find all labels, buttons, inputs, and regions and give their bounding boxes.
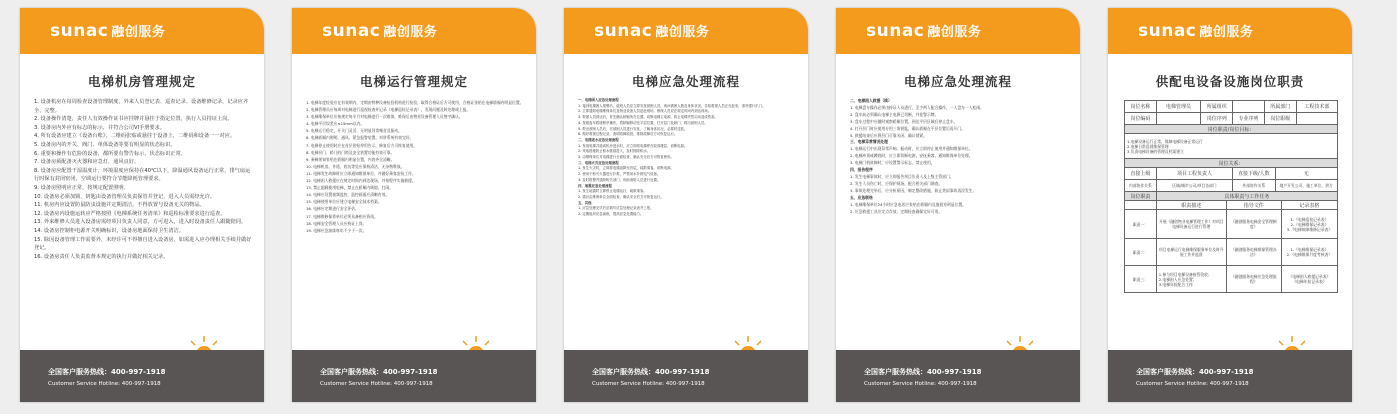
board-header (1108, 8, 1352, 54)
rule-line: 7. 电梯停止使用时应在首层张贴停用告示，修复后方可恢复使用。 (306, 142, 418, 148)
rule-line: 2. 震后由维保单位全面检查，确认安全后方可恢复运行。 (578, 194, 664, 199)
board-footer (564, 350, 808, 402)
table-cell: 岗位编码 (1125, 113, 1157, 124)
rule-line: 2. 电梯冲顶或蹲底时，应立即切断电源，安抚乘客，通知维保单位处理。 (850, 153, 973, 159)
board-header (292, 8, 536, 54)
section-heading: 岗位关系： (1218, 160, 1244, 167)
table-header: 岗位职责 (1125, 192, 1157, 200)
hotline-cn: 全国客户服务热线：400-997-1918 (592, 368, 710, 376)
rule-line: 2. 电梯管理员应每周对电梯进行巡视检查并记录《电梯巡检记录表》，发现问题及时处理或上报。 (306, 107, 471, 113)
table-header: 记录表格 (1299, 202, 1320, 209)
rule-line: 6. 重要和操作有危险的设备，都所要有警告标示、状态标识正常。 (34, 150, 186, 157)
rule-line: 3. 设备房内外应有标志的标示，并符合公司VI手册要求。 (34, 124, 165, 131)
rule-line: 14. 设备房控制柜电源开关明确标识，设备房地面保持卫生清洁。 (34, 227, 184, 234)
rule-line: 1. 设备机房在每周检查设备管理制度，外来人员登记表、巡查记录、设备维修记录，记录应齐全、完整。 (34, 99, 249, 114)
table-header: 具体职责与工作任务 (1224, 193, 1270, 200)
rule-line: 16. 电梯应定期进行安全评估。 (306, 206, 359, 212)
section-heading: 四、报告程序 (850, 167, 873, 173)
hotline-cn: 全国客户服务热线：400-997-1918 (864, 368, 982, 376)
rule-line: 2. 定期组织应急演练，提高应急处置能力。 (578, 212, 644, 217)
rule-line: 12. 电梯困人救援应在规定时间内到达现场，并按程序实施救援。 (306, 178, 416, 184)
rule-line: 8. 设备房应配置干湿温度计，环境温度应保持在40℃以下，降温通风设备运行正常，排气扇运行时保有封闭密闭，空调运行要符合节能降耗管理要求。 (34, 167, 251, 183)
table-cell: 岗位序列 (1201, 113, 1233, 124)
rule-line: 1. 电梯盘车操作必须由持证人员进行，至少两人配合操作，一人盘车一人松闸。 (850, 104, 984, 110)
rule-line: 1. 电梯年度检验应在有效期内，定期由特种设备检验机构进行检验，取得合格证后方可使用，合格证张贴在电梯轿厢内明显位置。 (306, 100, 524, 105)
duty-desc: 1.参与项目电梯设备接管验收； 2.电梯困人应急处置； 3.电梯年检配合工作 (1157, 266, 1227, 292)
duty-record: 1.《电梯维保记录表》 2.《电梯维保月度考核表》 (1286, 247, 1333, 257)
brand-logo: sunac 融创服务 (322, 21, 438, 41)
table-cell: 所属部门 (1265, 101, 1297, 112)
duty-record: 1.《电梯巡检记录表》 2.《电梯维保记录表》 3.《电梯故障维修记录表》 (1286, 216, 1333, 232)
rule-line: 18. 电梯安全管理人员应持证上岗。 (306, 220, 367, 226)
rule-line: 5. 救援结束后应将层门可靠关闭，确认锁紧。 (850, 132, 927, 138)
rule-line: 1. 接到电梯困人报警后，值班人员应立即安抚被困人员，询问被困人数及身体状况，告知救援人员正在赶来，请勿强行扒门。 (578, 103, 766, 108)
table-cell (1157, 113, 1202, 124)
rule-line: 1. 电梯维保单位24小时应急电话应张贴在轿厢内及值班室明显位置。 (850, 201, 966, 207)
rule-line: 3. 盘车过程中应随时观察轿厢位置，到达平层区域后停止盘车。 (850, 118, 958, 124)
rule-line: 5. 电梯运行稳定，开关门灵活，无明显异常噪音及振动。 (306, 128, 402, 134)
rule-line: 13. 禁止超载使用电梯，禁止在轿厢内吸烟、打闹。 (306, 185, 393, 191)
board-body (850, 98, 1068, 215)
duties-table (1124, 100, 1338, 293)
board-footer (292, 350, 536, 402)
table-row (1125, 113, 1337, 125)
rule-line: 2. 使用干粉灭火器进行扑救，严禁用水扑救电气设备。 (578, 172, 661, 177)
board-title: 电梯应急处理流程 (631, 74, 740, 89)
hotline-cn: 全国客户服务热线：400-997-1918 (320, 368, 438, 376)
brand-logo: sunac 融创服务 (1138, 21, 1254, 41)
rule-line: 6. 电梯轿厢内照明、通风、紧急报警装置、对讲系统有效完好。 (306, 135, 414, 141)
duty-record: 《电梯困人救援记录表》 《电梯年检记录表》 (1288, 274, 1331, 284)
rule-line: 1. 发生电梯事故时，应立即报告项目负责人及上级主管部门。 (850, 173, 954, 179)
rule-line: 2. 设备操作清楚，责任人有效操作证书应挂牌并悬挂于指定位置，执行人员持证上岗。 (34, 116, 233, 123)
table-row (1125, 168, 1337, 180)
rule-line: 5. 设备房内的开关、阀门、单体设备等要有明显的状态标识。 (34, 141, 176, 148)
table-row (1125, 239, 1337, 266)
rule-line: 4. 所有设备应建立《设备台账》，二维码张贴或悬挂于设备上，二维码和设备一一对应。 (34, 133, 236, 140)
table-header: 职责描述 (1157, 201, 1227, 209)
rule-line: 3. 事故处理完毕后，应分析原因，制定整改措施，防止类似事故再次发生。 (850, 187, 977, 193)
section-heading: 三、电梯火灾应急处理流程 (578, 160, 619, 165)
table-cell: 地产开发公司、施工单位、供方 (1279, 183, 1333, 188)
table-header: 指导文件 (1227, 201, 1282, 209)
rule-line: 12. 设备房内设施运转应严格按照《电梯系统任务清单》和巡检标准要求进行巡查。 (34, 210, 226, 217)
table-cell: 项目工程负责人 (1157, 168, 1233, 179)
rule-line: 5. 救出被困人员后，对被困人员进行安抚，了解身体状况，必要时送医。 (578, 126, 688, 131)
section-heading: 二、电梯进水应急处理流程 (578, 137, 619, 142)
board-body (578, 98, 796, 218)
table-cell: 专业序列 (1233, 113, 1265, 124)
rule-line: 9. 设备房照明应正常，按规定配置照明。 (34, 184, 129, 191)
table-row (1125, 266, 1337, 292)
table-row (1125, 125, 1337, 134)
purpose-text: 1.电梯设备运行正常，保障电梯设备正常运行 2.电梯日常巡视维保管理 3.负责电梯设备的管理及档案建立 (1127, 138, 1203, 154)
table-cell: 区域/城市公司/项目各部门 (1157, 180, 1233, 191)
rule-line: 4. 打开层门时应使用专用三角钥匙，确认轿厢在平层位置后再开门。 (850, 125, 965, 131)
board-footer (20, 350, 264, 402)
board-emergency-flow-1 (564, 8, 808, 402)
rule-line: 1. 应急处理完毕后应填写应急处理记录表并上报。 (578, 206, 654, 211)
hotline-cn: 全国客户服务热线：400-997-1918 (1136, 368, 1254, 376)
rule-line: 3. 及时报警并通知相关部门，协助消防人员进行处置。 (578, 177, 661, 182)
duty-guide: 《融创服务电梯应急处理流程》 (1227, 266, 1282, 292)
board-job-duties (1108, 8, 1352, 402)
rule-line: 1. 发生地震时立即停止电梯运行，疏散乘客。 (578, 189, 647, 194)
table-cell: 岗位职级 (1265, 113, 1297, 124)
table-cell: 直接上级 (1125, 168, 1157, 179)
rule-line: 2. 盘车前必须确认电梯主电源已切断，并挂警示牌。 (850, 111, 939, 117)
rule-line: 2. 应急救援工具应定点存放，定期检查确保完好可用。 (850, 208, 943, 214)
rule-line: 3. 由维保单位对电梯进行全面检查，确认安全后方可恢复使用。 (578, 155, 674, 160)
rule-line: 15. 电梯使用单位应建立电梯安全技术档案。 (306, 199, 382, 205)
duty-label: 职责一： (1125, 210, 1157, 238)
table-cell: 所属组织 (1201, 101, 1233, 112)
board-header (20, 8, 264, 54)
section-heading: 五、应急联络 (850, 194, 873, 200)
rule-line: 2. 立即通知电梯维保单位及物业设备人员赶赴现场，维保人员应在规定时间内到达现场。 (578, 109, 712, 114)
rule-line: 17. 电梯维修保养单位必须具备相应资质。 (306, 213, 378, 219)
board-header (564, 8, 808, 54)
rule-line: 10. 设备房必须加锁，钥匙由设备管理员负责保管并登记，进入人员需经允许。 (34, 193, 216, 200)
duty-guide: 《融创服务电梯安全管理制度》 (1227, 210, 1282, 238)
section-heading: 岗位职责/岗位目标： (1207, 126, 1255, 133)
board-title: 电梯运行管理规定 (359, 74, 468, 89)
board-title: 电梯应急处理流程 (903, 74, 1012, 89)
section-heading: 一、电梯困人应急处理流程 (578, 98, 619, 102)
table-cell: 工程技术部 (1304, 104, 1330, 110)
table-cell (1125, 201, 1157, 209)
table-row (1125, 101, 1337, 113)
brand-logo: sunac 融创服务 (866, 21, 982, 41)
board-footer (1108, 350, 1352, 402)
section-heading: 三、电梯异常情况处理 (850, 139, 888, 145)
table-cell: 电梯管理员 (1157, 101, 1202, 112)
table-cell: 直接下级/人数 (1233, 168, 1275, 179)
rule-line: 7. 设备房须配备灭火器和应急灯，通风良好。 (34, 159, 140, 166)
rule-line: 1. 发生火灾时，立即将电梯迫降至首层，疏散乘客，切断电源。 (578, 166, 674, 171)
section-heading: 五、其他 (578, 200, 592, 205)
hotline-en: Customer Service Hotline: 400-997-1918 (320, 381, 433, 387)
rule-line: 11. 机房内应设置防鼠防虫设施并定期清洁，不得放置与设备无关的物品。 (34, 202, 205, 209)
rule-line: 11. 电梯发生故障时应立即通知维保单位，并做好乘客安抚工作。 (306, 170, 416, 176)
rule-line: 2. 发生人员伤亡时，应保护现场，配合相关部门调查。 (850, 180, 943, 186)
table-row (1125, 134, 1337, 159)
rule-line: 2. 采取措施防止积水继续进入，及时排除积水。 (578, 149, 651, 154)
rule-line: 19. 电梯应急演练每年不少于一次。 (306, 227, 367, 233)
brand-logo: sunac 融创服务 (594, 21, 710, 41)
rule-line: 1. 发现电梯井道或机房进水时，应立即将电梯停在较高楼层，切断电源。 (578, 143, 688, 148)
board-emergency-flow-2 (836, 8, 1080, 402)
board-body (34, 98, 252, 261)
rule-line: 16. 设备房责任人负责监督本规定的执行并做好相关记录。 (34, 253, 169, 260)
duty-desc: 项目电梯运行电梯维保服务单位及时开展工作并监督 (1157, 239, 1227, 265)
board-header (836, 8, 1080, 54)
board-operation-rules (292, 8, 536, 402)
hotline-en: Customer Service Hotline: 400-997-1918 (1136, 381, 1249, 387)
hotline-en: Customer Service Hotline: 400-997-1918 (592, 381, 705, 387)
hotline-en: Customer Service Hotline: 400-997-1918 (48, 381, 161, 387)
table-row (1125, 192, 1337, 201)
duty-label: 职责三： (1125, 266, 1157, 292)
board-title: 供配电设备设施岗位职责 (1155, 74, 1305, 89)
board-footer (836, 350, 1080, 402)
table-cell: 无 (1303, 171, 1309, 177)
rule-line: 14. 电梯应设置视频监控，监控画面应清晰有效。 (306, 192, 390, 198)
table-cell (1297, 113, 1337, 124)
board-machine-room-rules (20, 8, 264, 402)
duty-label: 职责二： (1125, 239, 1157, 265)
section-heading: 四、地震应急处理流程 (578, 183, 612, 188)
rule-line: 8. 电梯层门、轿门的门锁及安全装置功能有效可靠。 (306, 149, 395, 155)
table-cell (1233, 101, 1265, 112)
board-title: 电梯机房管理规定 (87, 74, 196, 89)
rule-line: 4. 电梯平层误差应≤15mm以内。 (306, 121, 365, 127)
rule-line: 1. 电梯运行中出现异常声响、振动时，应立即停止使用并通知维保单位。 (850, 146, 973, 152)
rule-line: 9. 乘梯须知张贴在轿厢内明显位置，内容齐全清晰。 (306, 156, 395, 162)
table-row (1125, 159, 1337, 168)
brand-logo: sunac 融创服务 (50, 21, 166, 41)
table-cell: 外部协作关系 (1233, 180, 1275, 191)
table-cell: 岗位名称 (1125, 101, 1157, 112)
table-row (1125, 210, 1337, 239)
hotline-en: Customer Service Hotline: 400-997-1918 (864, 381, 977, 387)
rule-line: 10. 电梯机房、井道、底坑等处应保持清洁，无杂物堆放。 (306, 163, 405, 169)
section-heading: 二、电梯困人救援（续） (850, 98, 892, 103)
board-body (306, 100, 524, 235)
rule-line: 13. 外来维修人员进入设备房需经项目负责人同意，方可进入，进入时设备责任人跟随陪同。 (34, 219, 247, 226)
rule-line: 3. 救援人员到达后，首先确认轿厢所在位置，切断电梯主电源，防止电梯突然启动造成伤害。 (578, 115, 718, 120)
table-row (1125, 201, 1337, 210)
table-row (1125, 180, 1337, 192)
rule-line: 4. 按照盘车救援程序操作，将轿厢移动至平层位置，打开层门及轿门，救出被困人员。 (578, 120, 708, 125)
hotline-cn: 全国客户服务热线：400-997-1918 (48, 368, 166, 376)
table-cell: 内部协作关系 (1125, 180, 1157, 191)
rule-line: 3. 电梯维保单位应按规定每半月对电梯进行一次维保，维保后由物业设备管理人员签字确认。 (306, 114, 463, 120)
rule-line: 3. 电梯门机故障时，应设置警示标志，禁止使用。 (850, 160, 935, 166)
duty-desc: 开展《融创物业电梯管理工作》对项目电梯设备运行进行管理 (1157, 210, 1227, 238)
duty-guide: 《融创服务电梯维保管理办法》 (1227, 239, 1282, 265)
rule-line: 15. 除因设备管理工作需要外，未经许可不得擅自进入设备房，如需进入应办理相关手续并做好登记。 (34, 236, 252, 252)
rule-line: 6. 做好救援过程记录，查明故障原因，排除故障后方可恢复运行。 (578, 132, 678, 137)
